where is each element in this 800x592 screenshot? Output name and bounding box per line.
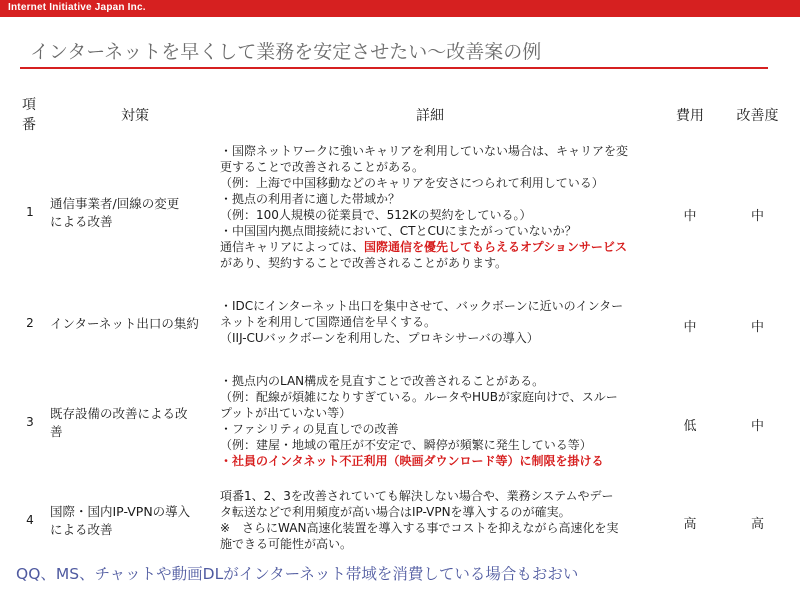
detail-line: ・拠点の利用者に適した帯域か？ [220, 192, 401, 206]
title-divider [20, 67, 768, 69]
detail-line: タ転送などで利用頻度が高い場合はIP-VPNを導入するのが確実。 [220, 505, 571, 519]
detail-line: があり、契約することで改善されることがあります。 [220, 256, 508, 270]
header-detail: 詳細 [416, 108, 444, 124]
header-number-line2: 番 [22, 117, 36, 133]
detail-line-mixed [220, 239, 660, 255]
measure-line: 通信事業者/回線の変更 [50, 196, 180, 211]
highlight-text: 国際通信を優先してもらえるオプションサービス [364, 240, 627, 254]
detail-line: ・ファシリティの見直しでの改善 [220, 422, 399, 436]
header-improvement: 改善度 [736, 108, 779, 124]
measure-line: インターネット出口の集約 [50, 316, 199, 331]
detail-line: ・拠点内のLAN構成を見直すことで改善されることがある。 [220, 374, 545, 388]
measure-line: 善 [50, 424, 63, 439]
detail-line: ・国際ネットワークに強いキャリアを利用していない場合は、キャリアを変 [220, 144, 629, 158]
detail-line: 更することで改善されることがある。 [220, 160, 425, 174]
company-name: Internet Initiative Japan Inc. [8, 2, 146, 13]
row-measure [50, 315, 210, 333]
row-detail [220, 488, 660, 552]
header-measure: 対策 [121, 108, 149, 124]
row-number: 1 [26, 205, 34, 219]
header-number-line1: 項 [22, 97, 36, 113]
footer-note: QQ、MS、チャットや動画DLがインターネット帯域を消費している場合もおおい [16, 565, 579, 583]
row-cost: 中 [683, 320, 697, 335]
row-cost: 高 [683, 517, 697, 532]
brand-bar [0, 0, 800, 17]
row-number: 3 [26, 415, 34, 429]
detail-text: 通信キャリアによっては、 [220, 240, 365, 254]
measure-line: 既存設備の改善による改 [50, 406, 188, 421]
row-number: 4 [26, 513, 34, 527]
measure-line: による改善 [50, 214, 113, 229]
measure-line: による改善 [50, 522, 113, 537]
row-number: 2 [26, 316, 34, 330]
row-measure [50, 195, 210, 231]
detail-line: （例：配線が煩雑になりすぎている。ルータやHUBが家庭向けで、スルー [220, 390, 618, 404]
detail-line: ※ さらにWAN高速化装置を導入する事でコストを抑えながら高速化を実 [220, 521, 619, 535]
detail-line: ・IDCにインターネット出口を集中させて、バックボーンに近いのインター [220, 299, 624, 313]
row-cost: 低 [683, 419, 697, 434]
row-improvement: 中 [750, 209, 764, 224]
detail-line: （例：建屋・地域の電圧が不安定で、瞬停が頻繁に発生している等） [220, 438, 592, 452]
row-measure [50, 503, 210, 539]
row-measure [50, 405, 210, 441]
detail-line: ネットを利用して国際通信を早くする。 [220, 315, 437, 329]
detail-line: （IIJ-CUバックボーンを利用した、プロキシサーバの導入） [220, 331, 539, 345]
row-improvement: 中 [750, 320, 764, 335]
row-cost: 中 [683, 209, 697, 224]
detail-line: （例：100人規模の従業員で、512Kの契約をしている。） [220, 208, 532, 222]
detail-line: プットが出ていない等） [220, 406, 352, 420]
row-detail [220, 143, 660, 271]
detail-line: 施できる可能性が高い。 [220, 537, 353, 551]
header-number [12, 95, 46, 135]
measure-line: 国際・国内IP-VPNの導入 [50, 504, 191, 519]
detail-line: 項番1、2、3を改善されていても解決しない場合や、業務システムやデー [220, 489, 614, 503]
row-improvement: 高 [750, 517, 764, 532]
highlight-line: ・社員のインタネット不正利用（映画ダウンロード等）に制限を掛ける [220, 454, 604, 468]
detail-line: （例：上海で中国移動などのキャリアを安さにつられて利用している） [220, 176, 604, 190]
row-improvement: 中 [750, 419, 764, 434]
row-detail [220, 298, 660, 346]
detail-line: ・中国国内拠点間接続において、CTとCUにまたがっていないか？ [220, 224, 577, 238]
row-detail [220, 373, 660, 469]
page-title: インターネットを早くして業務を安定させたい～改善案の例 [30, 41, 542, 63]
header-cost: 費用 [676, 108, 704, 124]
